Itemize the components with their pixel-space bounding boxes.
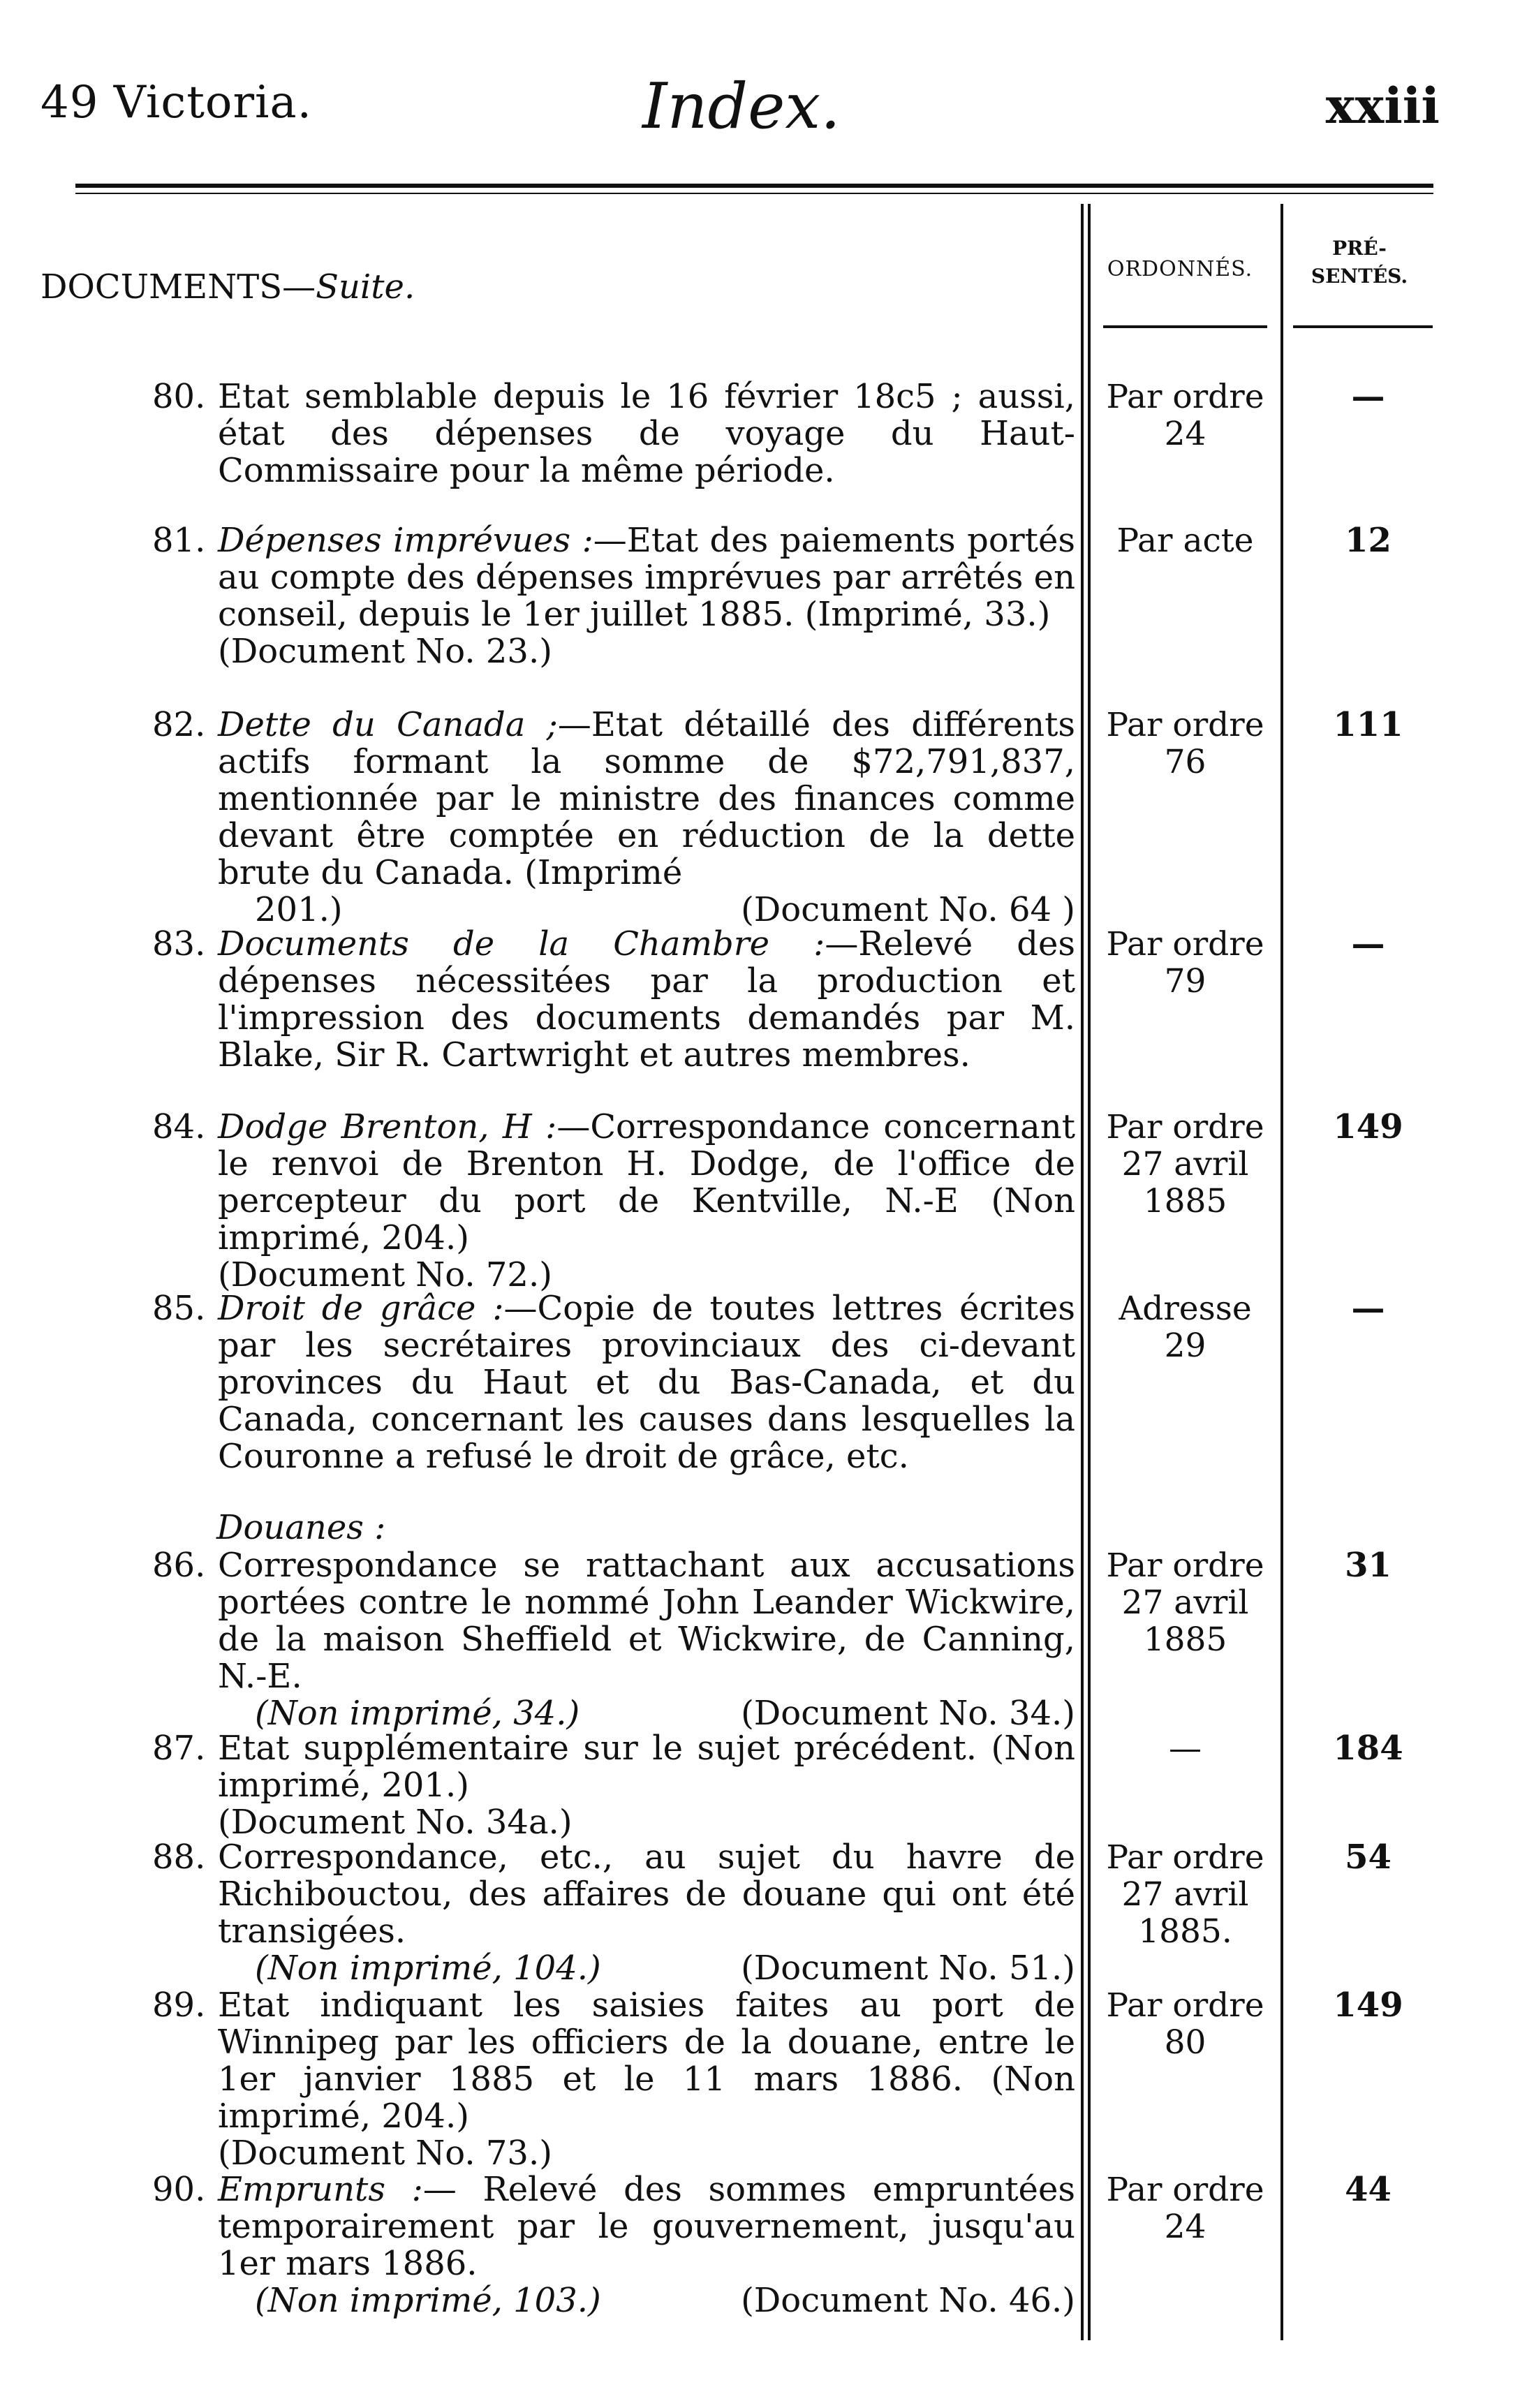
entry-text: Etat semblable depuis le 16 février 18c5 ; aussi, état des dépenses de voyage du Haut-Commissaire pour la même période. — [218, 377, 1075, 490]
entry-presented: — — [1351, 924, 1385, 963]
ordered-line: Par acte — [1116, 522, 1254, 560]
entry-lead: Documents de la Chambre : — [218, 924, 825, 963]
entry-number: 89. — [152, 1986, 206, 2025]
entry-description — [218, 707, 1075, 929]
entry-document-ref: (Document No. 34a.) — [218, 1803, 573, 1842]
header-page-number: xxiii — [1325, 77, 1440, 135]
entry-number: 84. — [152, 1107, 206, 1146]
ordered-line: 76 — [1164, 743, 1206, 781]
entry-ordered — [1089, 1730, 1281, 1767]
entry-description — [218, 1839, 1075, 1987]
section-title — [40, 267, 415, 306]
entry-presented: 31 — [1345, 1546, 1392, 1585]
entry-ordered — [1089, 1839, 1281, 1950]
entry-lead: Emprunts : — [218, 2170, 423, 2209]
entry-text: —Relevé des dépenses nécessitées par la production et l'impression des documents demandés par M. Blake, Sir R. Cartwright et autres membres. — [218, 924, 1076, 1074]
ordered-line: 24 — [1164, 415, 1206, 453]
ordered-line: 27 avril — [1121, 1583, 1249, 1622]
entry-print-ref: 201.) — [255, 890, 343, 929]
section-title-main: DOCUMENTS— — [40, 267, 316, 306]
entry-document-ref: (Document No. 34.) — [741, 1694, 1075, 1733]
ordered-line: — — [1169, 1729, 1202, 1768]
entry-number: 85. — [152, 1289, 206, 1328]
entry-ordered — [1089, 707, 1281, 781]
entry-number: 86. — [152, 1546, 206, 1585]
column-header-presented — [1286, 235, 1433, 290]
ordered-line: 79 — [1164, 962, 1206, 1000]
ordered-line: Par ordre — [1106, 1838, 1264, 1877]
entry-document-ref: (Document No. 46.) — [741, 2281, 1075, 2320]
entry-description — [218, 1109, 1075, 1294]
entry-description — [218, 2171, 1075, 2319]
header-rule-thick — [75, 184, 1433, 188]
ordered-line: 27 avril — [1121, 1875, 1249, 1914]
entry-text: —Copie de toutes lettres écrites par les secrétaires provinciaux des ci-devant provinces du Haut et du Bas-Canada, et du Canada, concernant les causes dans lesquelles la Couronne a refusé le droit de grâce, etc. — [218, 1289, 1076, 1476]
ordered-line: 29 — [1164, 1327, 1206, 1365]
entry-presented: 149 — [1333, 1107, 1403, 1146]
entry-text: — Relevé des sommes empruntées temporairement par le gouvernement, jusqu'au 1er mars 1886. — [218, 2170, 1076, 2283]
entry-ordered — [1089, 1109, 1281, 1220]
entry-description — [218, 1290, 1075, 1475]
entry-number: 90. — [152, 2170, 206, 2209]
ordered-line: Par ordre — [1106, 1546, 1264, 1585]
entry-number: 80. — [152, 377, 206, 416]
entry-ordered — [1089, 1290, 1281, 1364]
ordered-line: Par ordre — [1106, 1986, 1264, 2025]
entry-presented: 54 — [1345, 1838, 1392, 1877]
entry-print-ref: (Non imprimé, 104.) — [255, 1949, 601, 1988]
entry-description — [218, 522, 1075, 670]
entry-presented: 12 — [1345, 521, 1392, 560]
entry-number: 82. — [152, 705, 206, 744]
entry-description — [218, 1987, 1075, 2172]
column-underline-presented — [1293, 325, 1433, 328]
entry-description — [218, 926, 1075, 1074]
page-header — [0, 70, 1513, 147]
entry-presented: 149 — [1333, 1986, 1403, 2025]
entry-ordered — [1089, 2171, 1281, 2245]
entry-lead: Dépenses imprévues : — [218, 521, 593, 560]
column-header-presented-top: PRÉ- — [1332, 237, 1387, 260]
entry-description — [218, 1547, 1075, 1732]
entry-number: 88. — [152, 1838, 206, 1877]
entry-ordered — [1089, 378, 1281, 452]
entry-presented: 44 — [1345, 2170, 1392, 2209]
entry-ordered — [1089, 1987, 1281, 2061]
entry-lead: Dette du Canada ; — [218, 705, 558, 744]
entry-text: Etat indiquant les saisies faites au port de Winnipeg par les officiers de la douane, entre le 1er janvier 1885 et le 11 mars 1886. (Non imprimé, 204.) — [218, 1986, 1075, 2136]
ordered-line: Par ordre — [1106, 1108, 1264, 1146]
entry-presented: — — [1351, 377, 1385, 416]
ordered-line: Par ordre — [1106, 925, 1264, 963]
ordered-line: 1885. — [1138, 1912, 1232, 1951]
entry-description — [218, 1730, 1075, 1841]
entry-document-ref: (Document No. 51.) — [741, 1949, 1075, 1988]
ordered-line: Adresse — [1119, 1290, 1252, 1328]
ordered-line: 1885 — [1143, 1620, 1227, 1659]
column-divider-left-a — [1081, 204, 1084, 2340]
entry-document-ref: (Document No. 23.) — [218, 632, 552, 671]
header-title: Index. — [642, 70, 841, 143]
ordered-line: 27 avril — [1121, 1145, 1249, 1183]
entry-ordered — [1089, 1547, 1281, 1658]
column-header-presented-bottom: SENTÉS. — [1311, 265, 1408, 288]
ordered-line: 80 — [1164, 2023, 1206, 2062]
entry-text: —Etat des paiements portés au compte des dépenses imprévues par arrêtés en conseil, depuis le 1er juillet 1885. (Imprimé, 33.) — [218, 521, 1076, 634]
header-session: 49 Victoria. — [40, 77, 312, 128]
ordered-line: Par ordre — [1106, 2171, 1264, 2209]
ordered-line: 24 — [1164, 2208, 1206, 2246]
entry-text: Etat supplémentaire sur le sujet précédent. (Non imprimé, 201.) — [218, 1729, 1075, 1805]
subheading-douanes: Douanes : — [216, 1508, 386, 1547]
entry-ordered — [1089, 926, 1281, 1000]
entry-lead: Droit de grâce : — [218, 1289, 504, 1328]
entry-document-ref: (Document No. 72.) — [218, 1255, 552, 1294]
entry-text: —Correspondance concernant le renvoi de Brenton H. Dodge, de l'office de percepteur du port de Kentville, N.-E (Non imprimé, 204.) — [218, 1107, 1075, 1257]
entry-print-ref: (Non imprimé, 34.) — [255, 1694, 580, 1733]
entry-description — [218, 378, 1075, 489]
entry-document-ref: (Document No. 73.) — [218, 2134, 552, 2173]
entry-text: Correspondance se rattachant aux accusations portées contre le nommé John Leander Wickwire, de la maison Sheffield et Wickwire, de Canning, N.-E. — [218, 1546, 1075, 1696]
entry-text: —Etat détaillé des différents actifs formant la somme de $72,791,837, mentionnée par le ministre des finances comme devant être comptée en réduction de la dette brute du Canada. (Imprimé — [218, 705, 1075, 892]
entry-document-ref: (Document No. 64 ) — [741, 890, 1075, 929]
entry-lead: Dodge Brenton, H : — [218, 1107, 557, 1146]
entry-print-ref: (Non imprimé, 103.) — [255, 2281, 601, 2320]
entry-ordered — [1089, 522, 1281, 559]
column-underline-ordered — [1103, 325, 1267, 328]
section-title-suite: Suite. — [316, 267, 415, 306]
entry-number: 83. — [152, 924, 206, 963]
entry-number: 81. — [152, 521, 206, 560]
ordered-line: Par ordre — [1106, 706, 1264, 744]
header-rule-thin — [75, 193, 1433, 194]
ordered-line: Par ordre — [1106, 378, 1264, 416]
column-header-ordered: ORDONNÉS. — [1107, 257, 1253, 281]
entry-presented: 111 — [1333, 705, 1403, 744]
entry-number: 87. — [152, 1729, 206, 1768]
ordered-line: 1885 — [1143, 1182, 1227, 1220]
entry-presented: — — [1351, 1289, 1385, 1328]
entry-text: Correspondance, etc., au sujet du havre de Richibouctou, des affaires de douane qui ont été transigées. — [218, 1838, 1075, 1951]
entry-presented: 184 — [1333, 1729, 1403, 1768]
